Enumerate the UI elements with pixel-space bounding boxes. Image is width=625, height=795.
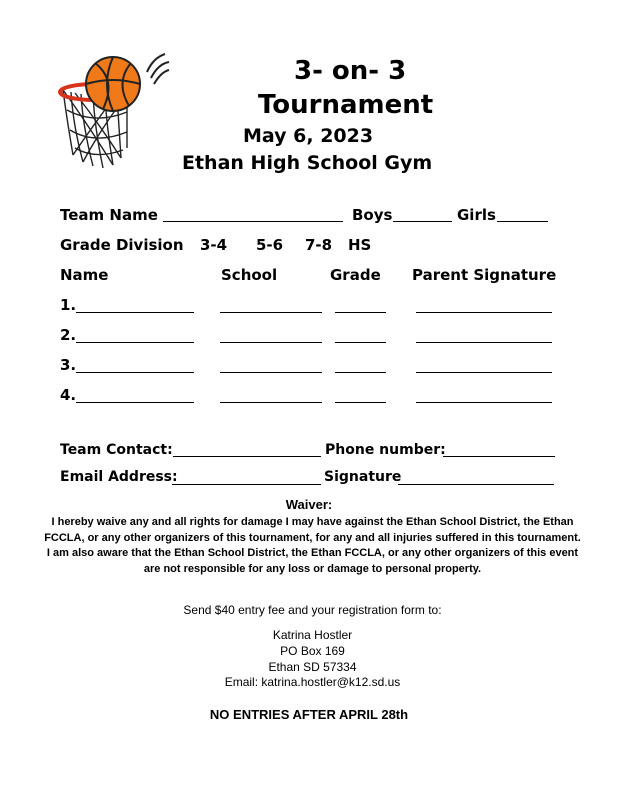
grade-field[interactable] <box>335 312 386 313</box>
grade-field[interactable] <box>335 402 386 403</box>
title-line-1: 3- on- 3 <box>294 56 407 86</box>
parent-signature-field[interactable] <box>416 312 552 313</box>
mailing-city: Ethan SD 57334 <box>268 660 357 674</box>
team-contact-label: Team Contact: <box>60 442 173 458</box>
grade-option[interactable]: 5-6 <box>256 236 284 254</box>
mailing-email: Email: katrina.hostler@k12.sd.us <box>224 675 401 689</box>
school-field[interactable] <box>220 402 322 403</box>
waiver-text <box>0 515 625 577</box>
mailing-name: Katrina Hostler <box>272 628 353 642</box>
girls-label: Girls <box>457 206 496 224</box>
mailing-instruction: Send $40 entry fee and your registration form to: <box>183 603 442 617</box>
title-line-2: Tournament <box>258 90 434 120</box>
parent-signature-field[interactable] <box>416 372 552 373</box>
waiver-line: I am also aware that the Ethan School District, the Ethan FCCLA, or any other organizers of this event <box>46 547 579 559</box>
grade-option[interactable]: HS <box>348 236 372 254</box>
waiver-line: are not responsible for any loss or damage to personal property. <box>143 562 482 575</box>
entry-deadline: NO ENTRIES AFTER APRIL 28th <box>209 707 409 722</box>
row-number: 1. <box>60 296 77 314</box>
grade-option[interactable]: 3-4 <box>200 236 228 254</box>
email-label: Email Address: <box>60 469 178 485</box>
school-field[interactable] <box>220 342 322 343</box>
header-grade: Grade <box>330 266 381 284</box>
row-number: 3. <box>60 356 77 374</box>
player-name-field[interactable] <box>76 342 194 343</box>
team-name-label: Team Name <box>60 206 158 224</box>
waiver-heading: Waiver: <box>285 497 333 512</box>
event-location: Ethan High School Gym <box>182 152 433 174</box>
player-name-field[interactable] <box>76 402 194 403</box>
team-contact-field[interactable] <box>173 456 321 457</box>
grade-field[interactable] <box>335 372 386 373</box>
signature-field[interactable] <box>398 484 554 485</box>
row-number: 4. <box>60 386 77 404</box>
grade-option[interactable]: 7-8 <box>305 236 333 254</box>
school-field[interactable] <box>220 312 322 313</box>
waiver-line: I hereby waive any and all rights for damage I may have against the Ethan School District, the Ethan <box>51 516 574 528</box>
team-name-field[interactable] <box>163 221 343 222</box>
signature-label: Signature <box>324 469 402 485</box>
player-name-field[interactable] <box>76 372 194 373</box>
header-name: Name <box>60 266 109 284</box>
mailing-po-box: PO Box 169 <box>280 644 345 658</box>
event-date: May 6, 2023 <box>243 125 374 147</box>
player-name-field[interactable] <box>76 312 194 313</box>
email-field[interactable] <box>172 484 321 485</box>
boys-label: Boys <box>352 206 393 224</box>
waiver-line: FCCLA, or any other organizers of this tournament, for any and all injuries suffered in this tournament. <box>44 531 581 544</box>
row-number: 2. <box>60 326 77 344</box>
grade-division-label: Grade Division <box>60 236 184 254</box>
phone-field[interactable] <box>443 456 555 457</box>
parent-signature-field[interactable] <box>416 402 552 403</box>
basketball-hoop-icon <box>55 50 170 175</box>
phone-label: Phone number: <box>325 442 446 458</box>
header-parent-signature: Parent Signature <box>412 266 557 284</box>
parent-signature-field[interactable] <box>416 342 552 343</box>
grade-field[interactable] <box>335 342 386 343</box>
school-field[interactable] <box>220 372 322 373</box>
girls-field[interactable] <box>497 221 548 222</box>
header-school: School <box>221 266 278 284</box>
boys-field[interactable] <box>393 221 452 222</box>
